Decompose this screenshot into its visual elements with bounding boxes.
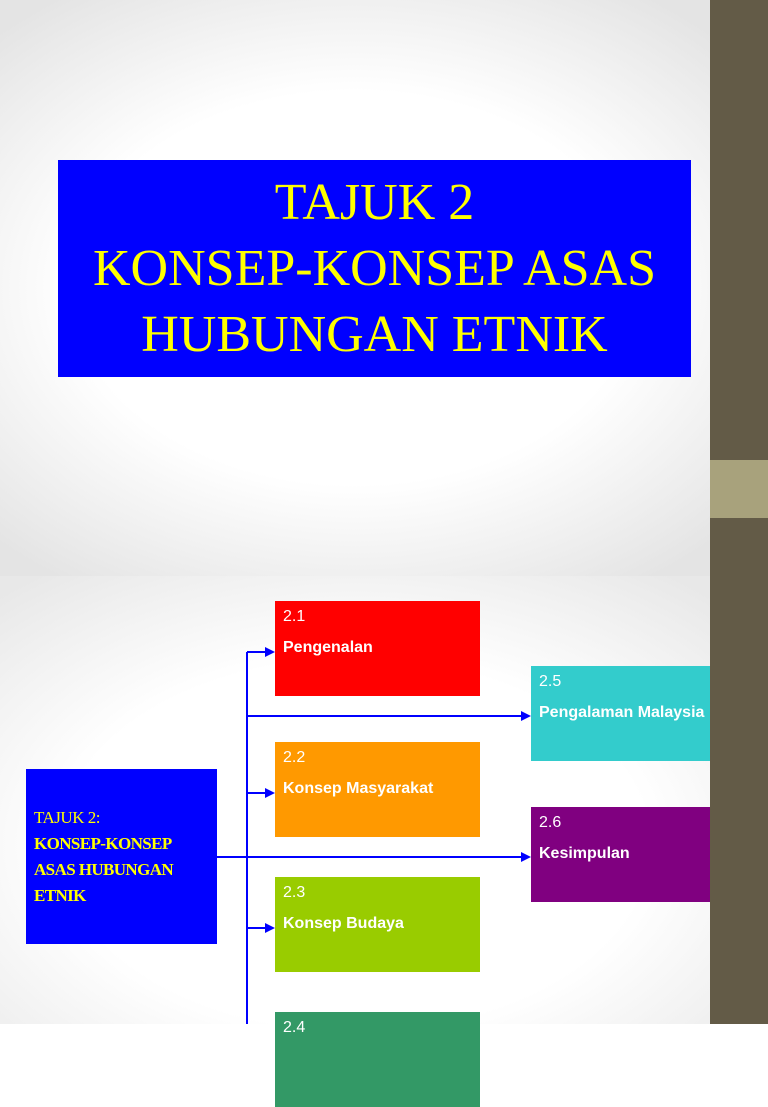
sidebar-accent (710, 460, 768, 518)
topic-number: 2.1 (283, 608, 306, 625)
topic-label: Pengalaman Malaysia (539, 704, 705, 721)
topic-2-3 (275, 877, 480, 972)
topic-number: 2.5 (539, 673, 562, 690)
main-topic-line-2: KONSEP-KONSEP (34, 834, 172, 853)
topic-2-1 (275, 601, 480, 696)
topic-number: 2.4 (283, 1019, 306, 1036)
sidebar-band-top (710, 0, 768, 460)
topic-label: Kesimpulan (539, 845, 630, 862)
title-line-1: TAJUK 2 (274, 173, 475, 231)
topic-label: Pengenalan (283, 639, 373, 656)
main-topic-line-4: ETNIK (34, 886, 86, 905)
topic-number: 2.2 (283, 749, 306, 766)
topic-label: Konsep Masyarakat (283, 780, 434, 797)
topic-number: 2.6 (539, 814, 562, 831)
slide-outline (0, 576, 710, 1036)
topic-label: Konsep Budaya (283, 915, 404, 932)
topic-2-2 (275, 742, 480, 837)
slide-title (0, 0, 710, 576)
title-line-3: HUBUNGAN ETNIK (141, 305, 608, 363)
sidebar-band-bottom (710, 518, 768, 1024)
topic-number: 2.3 (283, 884, 306, 901)
title-banner (58, 160, 691, 377)
main-topic-line-1: TAJUK 2: (34, 808, 100, 827)
topic-2-4 (275, 1012, 480, 1107)
main-topic-box (26, 769, 217, 944)
title-line-2: KONSEP-KONSEP ASAS (93, 239, 656, 297)
main-topic-line-3: ASAS HUBUNGAN (34, 860, 174, 879)
topic-2-6 (531, 807, 736, 902)
topic-2-5 (531, 666, 736, 761)
